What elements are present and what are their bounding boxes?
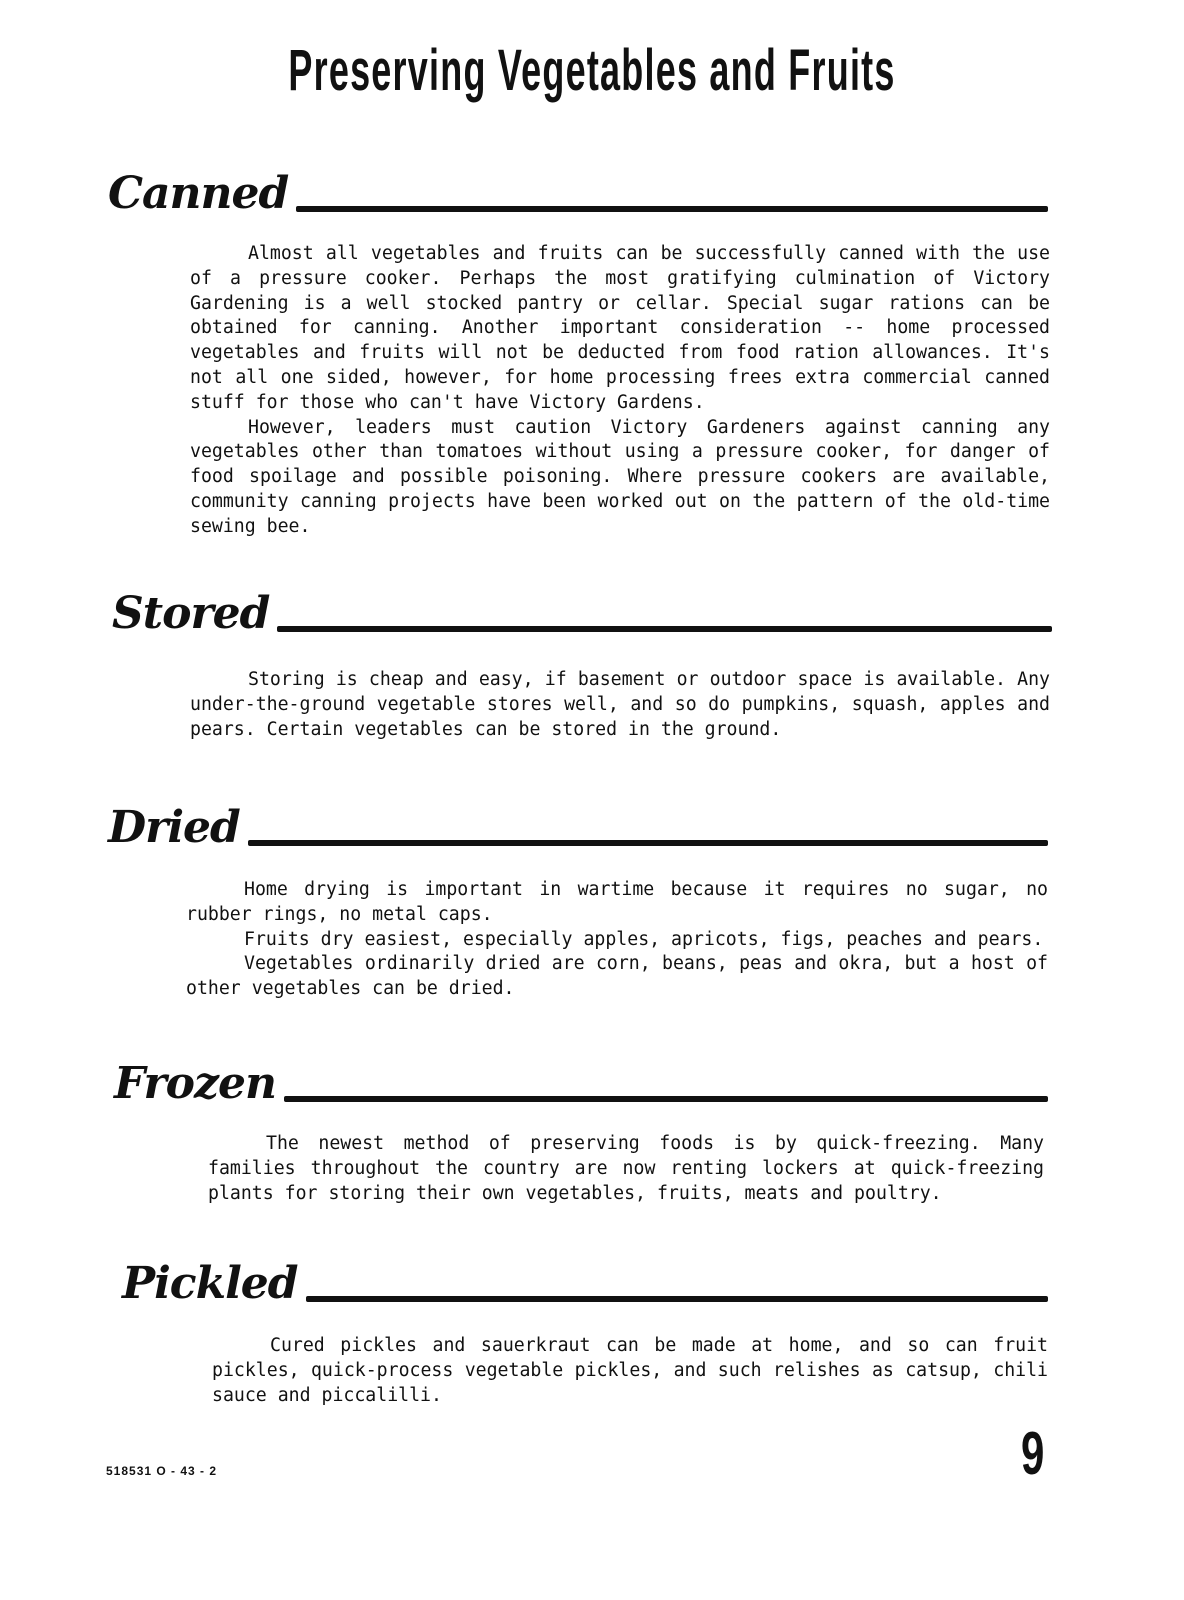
section-body-stored (190, 668, 1050, 742)
paragraph: Home drying is important in wartime because it requires no sugar, no rubber rings, no metal caps. (186, 879, 1048, 925)
section-heading-pickled (122, 1246, 1048, 1309)
heading-rule (248, 840, 1048, 846)
section-body-canned (190, 242, 1050, 540)
page-title: Preserving Vegetables and Fruits (288, 38, 896, 103)
heading-word-stored: Stored (112, 588, 270, 639)
section-heading-frozen (114, 1046, 1048, 1109)
paragraph: The newest method of preserving foods is by quick-freezing. Many families throughout the country are now renting lockers at quick-freezing plants for storing their own vegetables, fruits, meats and poultry. (208, 1133, 1044, 1204)
section-body-dried (186, 878, 1048, 1002)
heading-rule (306, 1296, 1048, 1302)
paragraph: Cured pickles and sauerkraut can be made at home, and so can fruit pickles, quick-process vegetable pickles, and such relishes as catsup, chili sauce and piccalilli. (212, 1335, 1048, 1406)
paragraph: Fruits dry easiest, especially apples, apricots, figs, peaches and pears. (244, 928, 1044, 950)
section-heading-stored (112, 576, 1052, 639)
heading-rule (284, 1096, 1048, 1102)
heading-rule (277, 626, 1052, 632)
paragraph: However, leaders must caution Victory Gardeners against canning any vegetables other than tomatoes without using a pressure cooker, for danger of food spoilage and possible poisoning. Where pressure cookers are available, community canning projects have been worked out on the pattern of the old-time sewing bee. (190, 416, 1050, 537)
section-body-pickled (212, 1334, 1048, 1408)
heading-word-frozen: Frozen (114, 1058, 276, 1109)
paragraph: Vegetables ordinarily dried are corn, beans, peas and okra, but a host of other vegetables can be dried. (186, 953, 1048, 1000)
section-body-frozen (208, 1132, 1044, 1206)
page-number: 9 (1020, 1420, 1044, 1487)
section-heading-canned (108, 156, 1048, 219)
section-heading-dried (108, 790, 1048, 853)
paragraph: Almost all vegetables and fruits can be successfully canned with the use of a pressure cooker. Perhaps the most gratifying culmination of Victory Gardening is a well stocked pantry or cellar. Special sugar rations can be obtained for canning. Another important consideration -- home processed vegetables and fruits will not be deducted from food ration allowances. It's not all one sided, however, for home processing frees extra commercial canned stuff for those who can't have Victory Gardens. (190, 243, 1050, 413)
print-code: 518531 O - 43 - 2 (106, 1464, 218, 1478)
heading-rule (296, 206, 1048, 212)
heading-word-dried: Dried (108, 802, 240, 853)
heading-word-pickled: Pickled (122, 1258, 298, 1309)
paragraph: Storing is cheap and easy, if basement or outdoor space is available. Any under-the-ground vegetable stores well, and so do pumpkins, squash, apples and pears. Certain vegetables can be stored in the ground. (190, 669, 1050, 740)
heading-word-canned: Canned (108, 168, 289, 219)
